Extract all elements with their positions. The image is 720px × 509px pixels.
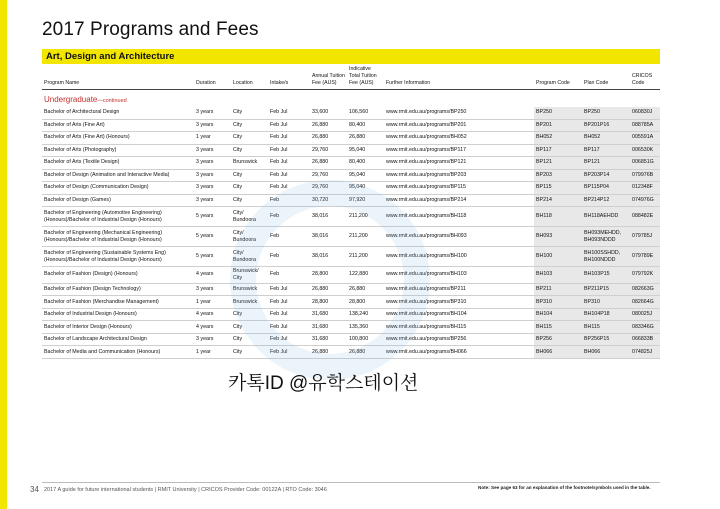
page-title: 2017 Programs and Fees xyxy=(42,19,259,40)
table-cell: 3 years xyxy=(194,333,231,346)
column-header: Intake/s xyxy=(268,66,310,90)
table-cell: BH066 xyxy=(582,346,630,359)
table-cell: 95,040 xyxy=(347,182,384,195)
table-cell: City xyxy=(231,321,268,334)
table-cell: Bachelor of Fashion (Design Technology) xyxy=(42,283,194,296)
column-header: Location xyxy=(231,66,268,90)
table-cell: BH115 xyxy=(582,321,630,334)
table-cell: BP201 xyxy=(534,119,582,132)
table-cell: 30,720 xyxy=(310,194,347,207)
table-cell: 005591A xyxy=(630,132,660,145)
watermark-text: 카톡ID @유학스테이션 xyxy=(228,373,419,394)
table-cell: 122,880 xyxy=(347,267,384,284)
table-cell: Feb Jul xyxy=(268,119,310,132)
table-cell: BP203P14 xyxy=(582,169,630,182)
table-cell: Feb xyxy=(268,247,310,267)
table-cell: Bachelor of Architectural Design xyxy=(42,107,194,119)
table-cell: www.rmit.edu.au/programs/BH118 xyxy=(384,207,534,227)
table-cell: 29,760 xyxy=(310,169,347,182)
table-cell: 1 year xyxy=(194,296,231,309)
table-cell: 079789E xyxy=(630,247,660,267)
column-header: Further Information xyxy=(384,66,534,90)
table-cell: 3 years xyxy=(194,144,231,157)
table-cell: 106,560 xyxy=(347,107,384,119)
table-cell: BP211 xyxy=(534,283,582,296)
footer-note: Note: See page 63 for an explanation of the footnote/symbols used in the table. xyxy=(478,485,651,490)
table-cell: www.rmit.edu.au/programs/BP211 xyxy=(384,283,534,296)
table-cell: www.rmit.edu.au/programs/BP115 xyxy=(384,182,534,195)
table-cell: Bachelor of Landscape Architectural Design xyxy=(42,333,194,346)
table-cell: City xyxy=(231,107,268,119)
table-cell: BP117 xyxy=(534,144,582,157)
table-cell: 31,680 xyxy=(310,333,347,346)
table-row xyxy=(42,267,660,284)
column-header: Plan Code xyxy=(582,66,630,90)
group-label xyxy=(42,90,660,108)
table-cell: BH093MEHDD, BH093NDDD xyxy=(582,227,630,247)
table-cell: BP214P12 xyxy=(582,194,630,207)
table-cell: BH103P15 xyxy=(582,267,630,284)
table-cell: City xyxy=(231,346,268,359)
column-header: Program Code xyxy=(534,66,582,90)
table-row xyxy=(42,194,660,207)
footer-divider xyxy=(42,482,660,483)
table-header-row xyxy=(42,66,660,90)
table-cell: 97,920 xyxy=(347,194,384,207)
table-row xyxy=(42,296,660,309)
table-cell: BP203 xyxy=(534,169,582,182)
table-cell: Feb Jul xyxy=(268,132,310,145)
table-cell: BP310 xyxy=(534,296,582,309)
table-cell: 138,240 xyxy=(347,308,384,321)
table-row xyxy=(42,107,660,119)
table-cell: BP121 xyxy=(534,157,582,170)
table-cell: 3 years xyxy=(194,157,231,170)
table-cell: BP256P15 xyxy=(582,333,630,346)
table-cell: Feb Jul xyxy=(268,346,310,359)
table-cell: BP115 xyxy=(534,182,582,195)
table-cell: Brunswick/ City xyxy=(231,267,268,284)
table-cell: 95,040 xyxy=(347,169,384,182)
table-row xyxy=(42,144,660,157)
table-cell: BH066 xyxy=(534,346,582,359)
table-cell: 26,880 xyxy=(310,346,347,359)
table-cell: City xyxy=(231,132,268,145)
table-cell: BP115P04 xyxy=(582,182,630,195)
table-cell: 80,400 xyxy=(347,157,384,170)
table-cell: 074825J xyxy=(630,346,660,359)
table-cell: BP117 xyxy=(582,144,630,157)
table-cell: 38,016 xyxy=(310,207,347,227)
table-cell: 079792K xyxy=(630,267,660,284)
table-cell: Bachelor of Engineering (Sustainable Systems Eng) (Honours)/Bachelor of Industrial Design (Honours) xyxy=(42,247,194,267)
table-cell: Brunswick xyxy=(231,283,268,296)
table-cell: 4 years xyxy=(194,308,231,321)
table-cell: 3 years xyxy=(194,107,231,119)
table-cell: Bachelor of Industrial Design (Honours) xyxy=(42,308,194,321)
table-cell: 26,880 xyxy=(347,283,384,296)
table-row xyxy=(42,308,660,321)
table-cell: 26,880 xyxy=(347,346,384,359)
table-cell: City xyxy=(231,169,268,182)
table-cell: Feb xyxy=(268,227,310,247)
table-cell: Bachelor of Engineering (Mechanical Engineering) (Honours)/Bachelor of Industrial Design (Honours) xyxy=(42,227,194,247)
table-cell: BP121 xyxy=(582,157,630,170)
table-cell: Bachelor of Media and Communication (Honours) xyxy=(42,346,194,359)
table-cell: Feb Jul xyxy=(268,107,310,119)
table-cell: Feb Jul xyxy=(268,321,310,334)
table-cell: BH052 xyxy=(582,132,630,145)
table-cell: Feb xyxy=(268,207,310,227)
table-cell: Feb Jul xyxy=(268,144,310,157)
table-cell: Feb Jul xyxy=(268,283,310,296)
table-cell: 006851G xyxy=(630,157,660,170)
table-cell: BP310 xyxy=(582,296,630,309)
table-cell: 5 years xyxy=(194,207,231,227)
table-cell: 26,880 xyxy=(310,157,347,170)
column-header: Annual Tuition Fee (AUS) xyxy=(310,66,347,90)
table-cell: 079976B xyxy=(630,169,660,182)
table-cell: City xyxy=(231,144,268,157)
table-cell: BH118 xyxy=(534,207,582,227)
table-cell: BH115 xyxy=(534,321,582,334)
table-cell: 080025J xyxy=(630,308,660,321)
table-cell: 31,680 xyxy=(310,321,347,334)
table-row xyxy=(42,207,660,227)
table-cell: 26,880 xyxy=(310,283,347,296)
yellow-side-bar xyxy=(0,0,7,509)
section-header: Art, Design and Architecture xyxy=(42,49,660,64)
table-cell: BH093 xyxy=(534,227,582,247)
table-cell: 211,200 xyxy=(347,207,384,227)
table-cell: BP214 xyxy=(534,194,582,207)
table-cell: www.rmit.edu.au/programs/BH115 xyxy=(384,321,534,334)
table-row xyxy=(42,119,660,132)
table-cell: Feb Jul xyxy=(268,182,310,195)
table-cell: Bachelor of Arts (Textile Design) xyxy=(42,157,194,170)
programs-table xyxy=(42,66,660,359)
table-cell: 31,680 xyxy=(310,308,347,321)
table-row xyxy=(42,283,660,296)
table-cell: Feb xyxy=(268,194,310,207)
column-header: Program Name xyxy=(42,66,194,90)
table-cell: 060830J xyxy=(630,107,660,119)
column-header: Duration xyxy=(194,66,231,90)
table-cell: 3 years xyxy=(194,283,231,296)
table-cell: City xyxy=(231,194,268,207)
table-cell: 95,040 xyxy=(347,144,384,157)
table-row xyxy=(42,157,660,170)
table-cell: 211,200 xyxy=(347,227,384,247)
table-cell: www.rmit.edu.au/programs/BP310 xyxy=(384,296,534,309)
table-cell: Bachelor of Arts (Fine Art) (Honours) xyxy=(42,132,194,145)
table-cell: BP201P16 xyxy=(582,119,630,132)
table-cell: www.rmit.edu.au/programs/BP256 xyxy=(384,333,534,346)
table-cell: Bachelor of Design (Communication Design) xyxy=(42,182,194,195)
table-cell: 26,880 xyxy=(310,119,347,132)
table-row xyxy=(42,346,660,359)
table-cell: 082664G xyxy=(630,296,660,309)
table-cell: 074976G xyxy=(630,194,660,207)
table-cell: BH104 xyxy=(534,308,582,321)
table-cell: 100,800 xyxy=(347,333,384,346)
table-row xyxy=(42,182,660,195)
table-cell: Feb xyxy=(268,267,310,284)
table-cell: 082663G xyxy=(630,283,660,296)
table-cell: www.rmit.edu.au/programs/BP203 xyxy=(384,169,534,182)
table-cell: Bachelor of Design (Games) xyxy=(42,194,194,207)
table-cell: BH118AEHDD xyxy=(582,207,630,227)
table-cell: BH103 xyxy=(534,267,582,284)
table-cell: Feb Jul xyxy=(268,333,310,346)
table-cell: 4 years xyxy=(194,321,231,334)
table-cell: 26,880 xyxy=(310,132,347,145)
table-cell: 38,016 xyxy=(310,247,347,267)
table-cell: www.rmit.edu.au/programs/BH100 xyxy=(384,247,534,267)
table-cell: Feb Jul xyxy=(268,296,310,309)
table-cell: City xyxy=(231,182,268,195)
table-cell: 1 year xyxy=(194,132,231,145)
table-cell: 38,016 xyxy=(310,227,347,247)
table-cell: 33,600 xyxy=(310,107,347,119)
table-cell: www.rmit.edu.au/programs/BH052 xyxy=(384,132,534,145)
table-cell: Brunswick xyxy=(231,157,268,170)
table-cell: BH100 xyxy=(534,247,582,267)
table-cell: Bachelor of Arts (Fine Art) xyxy=(42,119,194,132)
table-cell: www.rmit.edu.au/programs/BP117 xyxy=(384,144,534,157)
table-row xyxy=(42,169,660,182)
table-cell: 088482E xyxy=(630,207,660,227)
table-cell: 1 year xyxy=(194,346,231,359)
table-body xyxy=(42,90,660,359)
table-cell: BP256 xyxy=(534,333,582,346)
table-cell: www.rmit.edu.au/programs/BP201 xyxy=(384,119,534,132)
table-cell: www.rmit.edu.au/programs/BP214 xyxy=(384,194,534,207)
table-cell: BP250 xyxy=(534,107,582,119)
table-cell: 26,880 xyxy=(347,132,384,145)
group-label-text: Undergraduate xyxy=(44,94,98,104)
table-cell: 4 years xyxy=(194,267,231,284)
page-number: 34 xyxy=(30,485,39,494)
table-cell: www.rmit.edu.au/programs/BH104 xyxy=(384,308,534,321)
table-cell: www.rmit.edu.au/programs/BP121 xyxy=(384,157,534,170)
column-header: Indicative Total Tuition Fee (AUS) xyxy=(347,66,384,90)
table-cell: Bachelor of Fashion (Merchandise Management) xyxy=(42,296,194,309)
table-cell: 3 years xyxy=(194,194,231,207)
table-cell: City/ Bundoora xyxy=(231,207,268,227)
table-cell: 3 years xyxy=(194,169,231,182)
table-cell: www.rmit.edu.au/programs/BH066 xyxy=(384,346,534,359)
table-cell: BH100SSHDD, BH100NDDD xyxy=(582,247,630,267)
table-cell: 5 years xyxy=(194,227,231,247)
table-cell: Bachelor of Design (Animation and Interactive Media) xyxy=(42,169,194,182)
table-row xyxy=(42,132,660,145)
table-cell: 3 years xyxy=(194,182,231,195)
table-cell: 29,760 xyxy=(310,144,347,157)
table-cell: Feb Jul xyxy=(268,169,310,182)
table-row xyxy=(42,227,660,247)
table-cell: 135,360 xyxy=(347,321,384,334)
table-cell: Bachelor of Fashion (Design) (Honours) xyxy=(42,267,194,284)
table-cell: 28,800 xyxy=(347,296,384,309)
column-header: CRICOS Code xyxy=(630,66,660,90)
table-cell: 3 years xyxy=(194,119,231,132)
table-row xyxy=(42,247,660,267)
table-cell: 088785A xyxy=(630,119,660,132)
table-cell: 012348F xyxy=(630,182,660,195)
table-cell: City xyxy=(231,308,268,321)
group-row xyxy=(42,90,660,108)
table-cell: www.rmit.edu.au/programs/BP250 xyxy=(384,107,534,119)
table-cell: 066833B xyxy=(630,333,660,346)
table-cell: www.rmit.edu.au/programs/BH093 xyxy=(384,227,534,247)
table-cell: Bachelor of Arts (Photography) xyxy=(42,144,194,157)
table-cell: City/ Bundoora xyxy=(231,227,268,247)
table-cell: 5 years xyxy=(194,247,231,267)
table-cell: 29,760 xyxy=(310,182,347,195)
table-cell: City/ Bundoora xyxy=(231,247,268,267)
footer-text: 2017 A guide for future international students | RMIT University | CRICOS Provider Code: 00122A | RTO Code: 3046 xyxy=(44,487,327,493)
table-cell: BH104P18 xyxy=(582,308,630,321)
table-cell: Feb Jul xyxy=(268,157,310,170)
table-cell: 006530K xyxy=(630,144,660,157)
table-cell: Brunswick xyxy=(231,296,268,309)
table-cell: 28,800 xyxy=(310,267,347,284)
table-row xyxy=(42,321,660,334)
table-cell: 083346G xyxy=(630,321,660,334)
table-row xyxy=(42,333,660,346)
table-cell: Bachelor of Engineering (Automotive Engineering) (Honours)/Bachelor of Industrial Design (Honours) xyxy=(42,207,194,227)
table-cell: BP250 xyxy=(582,107,630,119)
table-cell: Feb Jul xyxy=(268,308,310,321)
table-cell: BH052 xyxy=(534,132,582,145)
table-cell: www.rmit.edu.au/programs/BH103 xyxy=(384,267,534,284)
table-cell: City xyxy=(231,119,268,132)
table-cell: 80,400 xyxy=(347,119,384,132)
table-cell: City xyxy=(231,333,268,346)
table-cell: Bachelor of Interior Design (Honours) xyxy=(42,321,194,334)
group-label-suffix: —continued xyxy=(97,97,127,104)
table-cell: BP211P15 xyxy=(582,283,630,296)
table-cell: 079785J xyxy=(630,227,660,247)
table-cell: 28,800 xyxy=(310,296,347,309)
table-cell: 211,200 xyxy=(347,247,384,267)
